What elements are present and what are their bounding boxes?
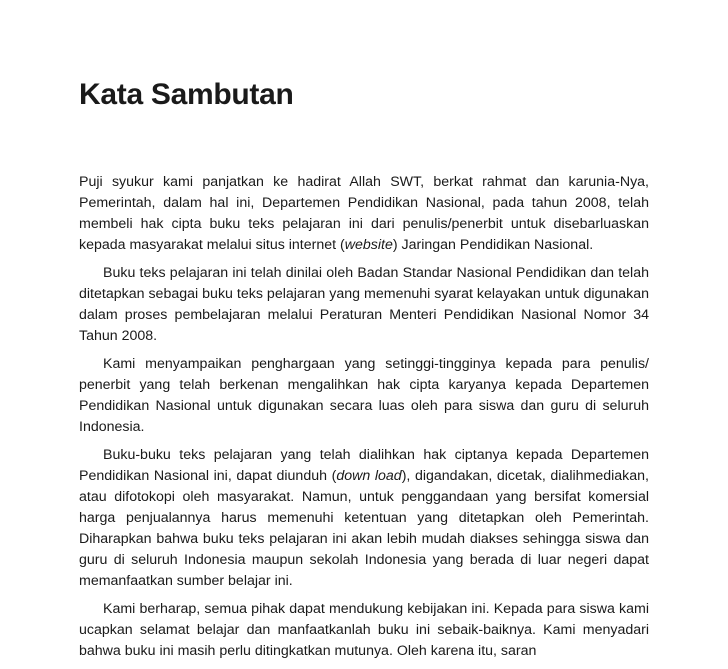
- page-title: Kata Sambutan: [79, 78, 294, 111]
- paragraph-text: Buku teks pelajaran ini telah dinilai oleh Badan Standar Nasional Pendidikan dan telah ditetapkan sebagai buku teks pelajaran yang memenuhi syarat kelayakan untuk digunakan dalam proses pembelajaran melalui Peraturan Menteri Pendidikan Nasional Nomor 34 Tahun 2008.: [79, 265, 649, 344]
- italic-term-website: website: [344, 237, 393, 253]
- paragraph-text: ) Jaringan Pendidikan Nasional.: [392, 237, 594, 253]
- paragraph-5: [79, 599, 649, 662]
- paragraph-text: ), digandakan, dicetak, dialihmediakan, atau difotokopi oleh masyarakat. Namun, untuk penggandaan yang bersifat komersial harga penjualannya harus memenuhi ketentuan yang ditetapkan oleh Pemerintah. Diharapkan bahwa buku teks pelajaran ini akan lebih mudah diakses sehingga siswa dan guru di seluruh Indonesia maupun sekolah Indonesia yang berada di luar negeri dapat memanfaatkan sumber belajar ini.: [79, 468, 649, 589]
- paragraph-4: [79, 445, 649, 592]
- italic-term-down-load: down load: [336, 468, 402, 484]
- paragraph-text: Kami berharap, semua pihak dapat mendukung kebijakan ini. Kepada para siswa kami ucapkan selamat belajar dan manfaatkanlah buku ini sebaik-baiknya. Kami menyadari bahwa buku ini masih perlu ditingkatkan mutunya. Oleh karena itu, saran: [79, 601, 649, 659]
- paragraph-text: Puji syukur kami panjatkan ke hadirat Allah SWT, berkat rahmat dan karunia-Nya, Pemerintah, dalam hal ini, Departemen Pendidikan Nasional, pada tahun 2008, telah membeli hak cipta buku teks pelajaran ini dari penulis/penerbit untuk disebarluaskan kepada masyarakat melalui situs internet (: [79, 174, 649, 253]
- paragraph-1: [79, 172, 649, 256]
- paragraph-2: [79, 263, 649, 347]
- paragraph-text: Kami menyampaikan penghargaan yang setinggi-tingginya kepada para penulis/ penerbit yang telah berkenan mengalihkan hak cipta karyanya kepada Departemen Pendidikan Nasional untuk digunakan secara luas oleh para siswa dan guru di seluruh Indonesia.: [79, 356, 649, 435]
- paragraph-text: Buku-buku teks pelajaran yang telah dialihkan hak ciptanya kepada Departemen Pendidikan Nasional ini, dapat diunduh (: [79, 447, 649, 484]
- paragraph-3: [79, 354, 649, 438]
- document-body: [79, 172, 649, 669]
